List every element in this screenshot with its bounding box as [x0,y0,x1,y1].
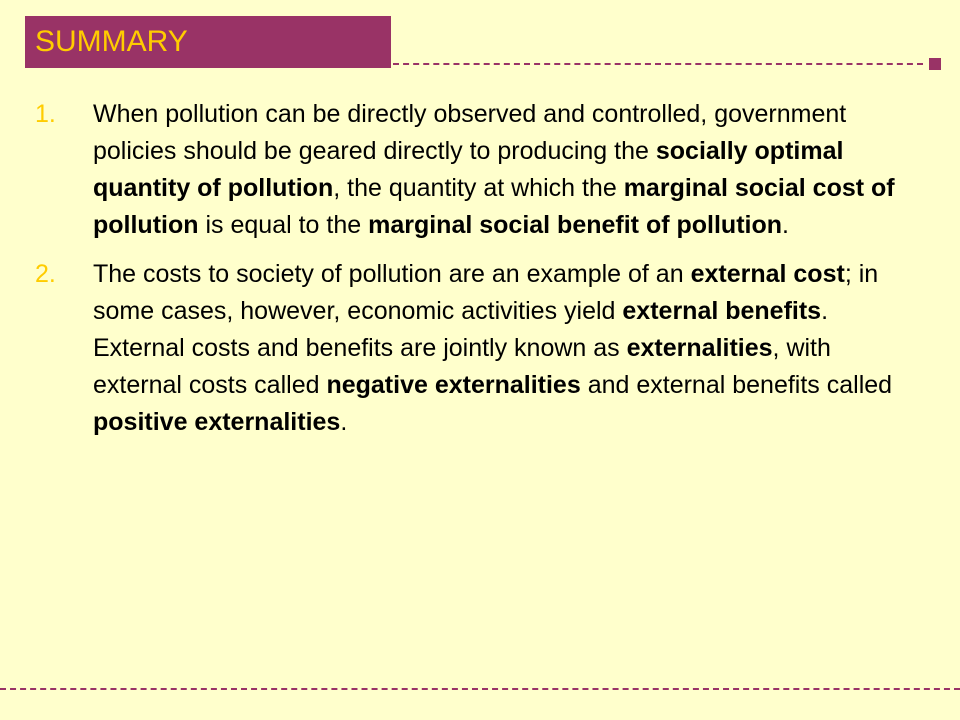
key-term: positive externalities [93,408,341,436]
text-run: is equal to the [198,211,369,239]
text-run: The costs to society of pollution are an example of an [93,260,691,288]
summary-list [33,96,913,453]
item-number: 2. [35,260,56,288]
key-term: externalities [626,334,773,362]
key-term: negative externalities [326,371,581,399]
text-run: . [340,408,348,436]
key-term: external cost [690,260,845,288]
text-run: and external benefits called [580,371,893,399]
text-run: ; in some cases, however, economic activities yield [93,260,879,325]
item-text [93,96,913,244]
text-run: When pollution can be directly observed and controlled, government policies should be geared directly to producing the [93,100,847,165]
slide-title: SUMMARY [35,25,188,58]
key-term: marginal social cost of pollution [93,174,895,239]
bottom-dashed-divider [0,688,960,690]
title-bar [25,16,391,68]
top-dashed-divider [393,63,923,65]
key-term: marginal social benefit of pollution [368,211,783,239]
key-term: socially optimal quantity of pollution [93,137,844,202]
text-run: , with external costs called [93,334,831,399]
text-run: , the quantity at which the [333,174,624,202]
text-run: . [782,211,789,239]
summary-item-1 [33,96,913,244]
summary-item-2 [33,256,913,441]
item-text [93,256,913,441]
divider-end-square [929,58,941,70]
key-term: external benefits [622,297,822,325]
text-run: . External costs and benefits are jointly known as [93,297,829,362]
item-number: 1. [35,100,56,128]
